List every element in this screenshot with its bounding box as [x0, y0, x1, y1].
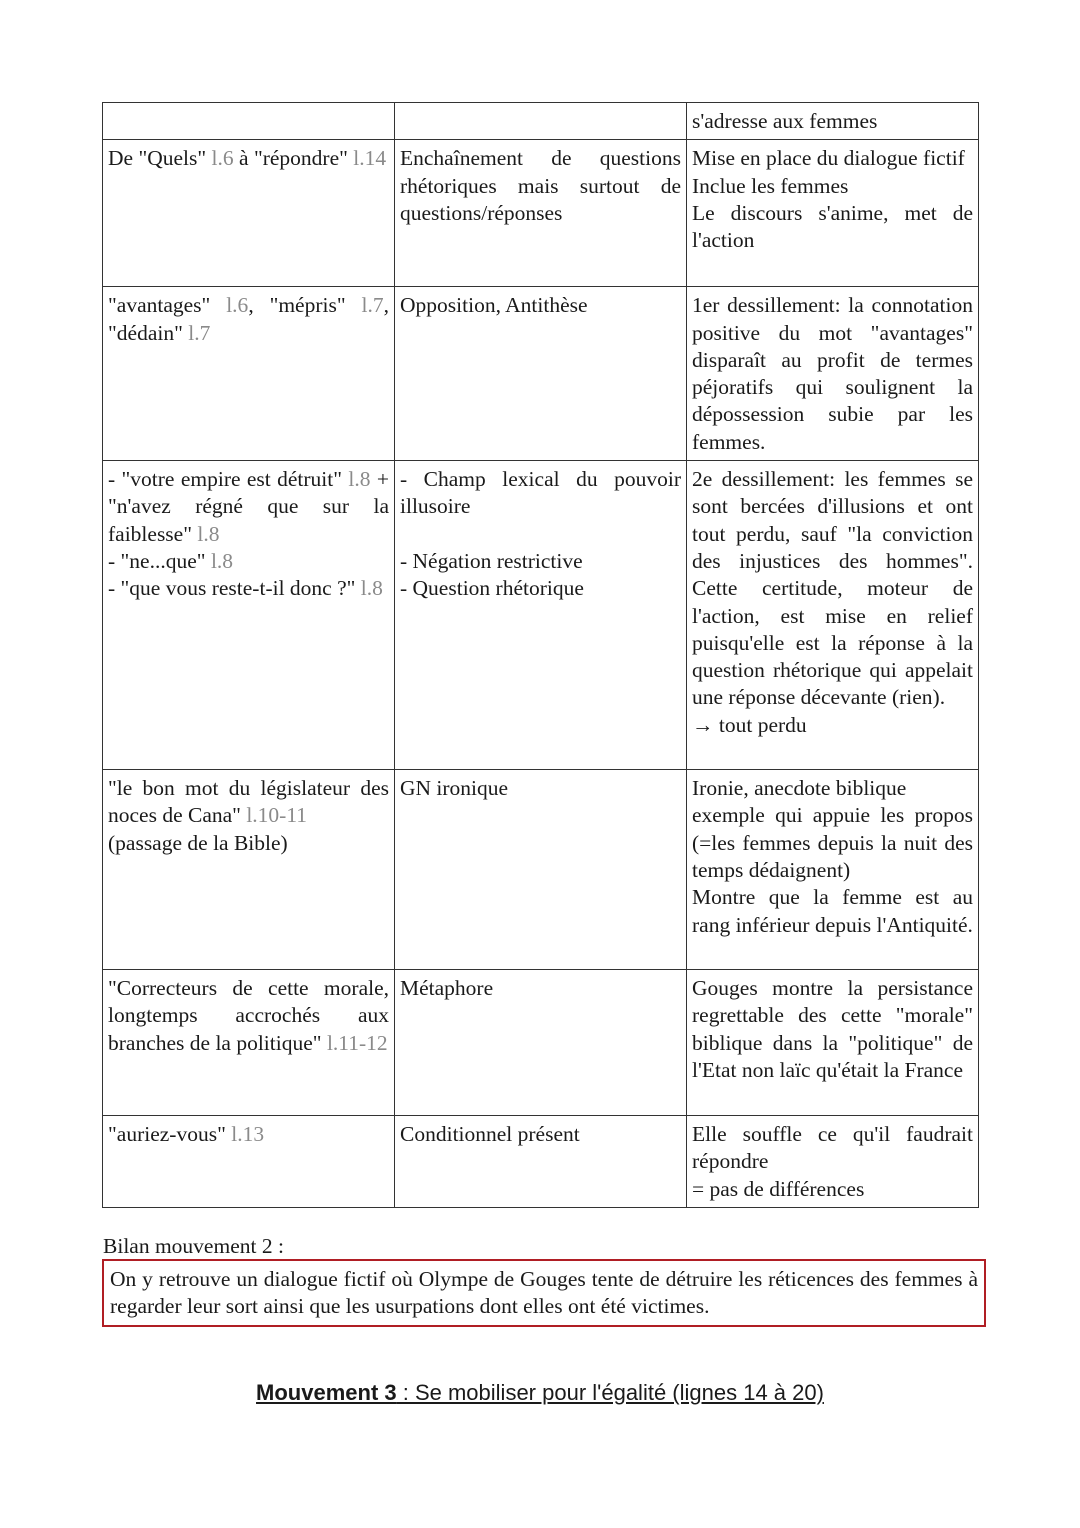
- cell-interpretation: s'adresse aux femmes: [687, 103, 979, 140]
- movement-3-title: : Se mobiliser pour l'égalité (lignes 14 à 20): [396, 1380, 824, 1405]
- cell-citation: [103, 103, 395, 140]
- movement-3-label: Mouvement 3: [256, 1380, 397, 1405]
- analysis-table: [102, 102, 979, 1208]
- table-row: [103, 1116, 979, 1208]
- table-row: [103, 103, 979, 140]
- cell-procede: GN ironique: [395, 770, 687, 970]
- cell-interpretation: Elle souffle ce qu'il faudrait répondre = pas de différences: [687, 1116, 979, 1208]
- bilan-box: On y retrouve un dialogue fictif où Olympe de Gouges tente de détruire les réticences des femmes à regarder leur sort ainsi que les usurpations dont elles ont été victimes.: [102, 1259, 986, 1327]
- cell-citation: "Correcteurs de cette morale, longtemps accrochés aux branches de la politique" l.11-12: [103, 970, 395, 1116]
- cell-procede: [395, 103, 687, 140]
- cell-interpretation: Gouges montre la persistance regrettable des cette "morale" biblique dans la "politique" de l'Etat non laïc qu'était la France: [687, 970, 979, 1116]
- cell-interpretation: 1er dessillement: la connotation positive du mot "avantages" disparaît au profit de termes péjoratifs qui soulignent la dépossession subie par les femmes.: [687, 287, 979, 461]
- cell-interpretation: Mise en place du dialogue fictif Inclue les femmes Le discours s'anime, met de l'action: [687, 140, 979, 287]
- cell-citation: "auriez-vous" l.13: [103, 1116, 395, 1208]
- table-row: [103, 461, 979, 770]
- cell-procede: Conditionnel présent: [395, 1116, 687, 1208]
- cell-procede: Enchaînement de questions rhétoriques mais surtout de questions/réponses: [395, 140, 687, 287]
- table-row: [103, 770, 979, 970]
- cell-citation: "le bon mot du législateur des noces de Cana" l.10-11 (passage de la Bible): [103, 770, 395, 970]
- table-row: [103, 970, 979, 1116]
- cell-procede: - Champ lexical du pouvoir illusoire - Négation restrictive - Question rhétorique: [395, 461, 687, 770]
- cell-procede: Opposition, Antithèse: [395, 287, 687, 461]
- table-row: [103, 140, 979, 287]
- cell-citation: "avantages" l.6, "mépris" l.7, "dédain" l.7: [103, 287, 395, 461]
- cell-citation: De "Quels" l.6 à "répondre" l.14: [103, 140, 395, 287]
- movement-3-heading: [0, 1380, 1080, 1406]
- cell-procede: Métaphore: [395, 970, 687, 1116]
- cell-interpretation: Ironie, anecdote biblique exemple qui appuie les propos (=les femmes depuis la nuit des temps dédaignent) Montre que la femme est au rang inférieur depuis l'Antiquité.: [687, 770, 979, 970]
- table-row: [103, 287, 979, 461]
- bilan-label: Bilan mouvement 2 :: [103, 1234, 284, 1258]
- cell-interpretation: 2e dessillement: les femmes se sont bercées d'illusions et ont tout perdu, sauf "la conviction des injustices des hommes". Cette certitude, moteur de l'action, est mise en relief puisqu'elle est la réponse à la question rhétorique qui appelait une réponse décevante (rien). → tout perdu: [687, 461, 979, 770]
- cell-citation: - "votre empire est détruit" l.8 + "n'avez régné que sur la faiblesse" l.8 - "ne...que" l.8 - "que vous reste-t-il donc ?" l.8: [103, 461, 395, 770]
